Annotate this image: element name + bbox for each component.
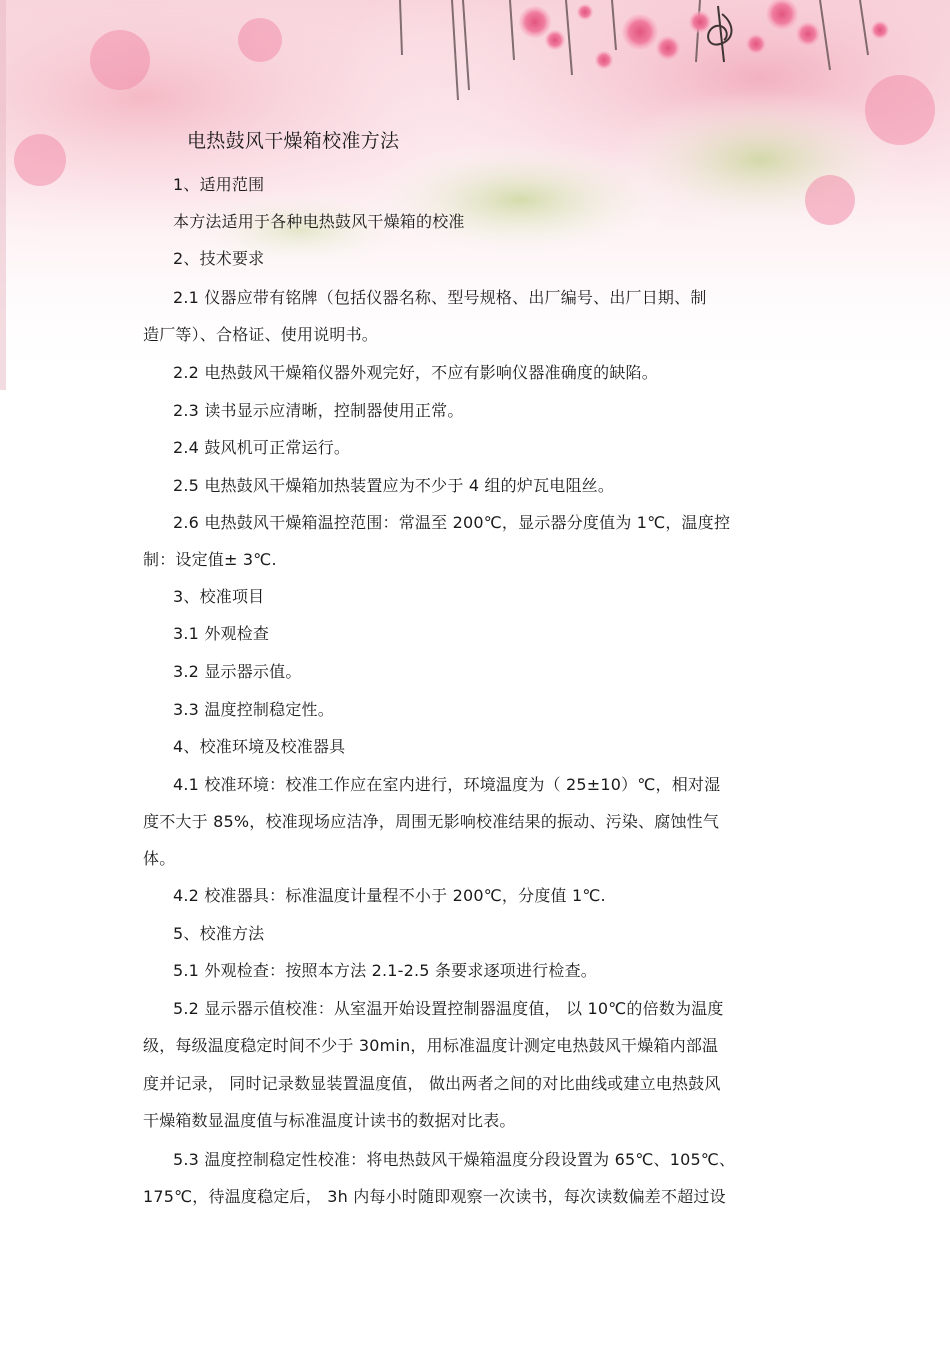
paragraph-line: 度不大于 85%，校准现场应洁净，周围无影响校准结果的振动、污染、腐蚀性气 [143, 812, 720, 831]
section-heading: 4、校准环境及校准器具 [173, 737, 346, 756]
paragraph-line: 5.1 外观检查：按照本方法 2.1-2.5 条要求逐项进行检查。 [173, 961, 597, 980]
paragraph-line: 度并记录， 同时记录数显装置温度值， 做出两者之间的对比曲线或建立电热鼓风 [143, 1074, 721, 1093]
paragraph-line: 制：设定值± 3℃. [143, 550, 277, 569]
paragraph-line: 体。 [143, 849, 176, 868]
paragraph-line: 本方法适用于各种电热鼓风干燥箱的校准 [173, 212, 465, 231]
paragraph-line: 175℃，待温度稳定后， 3h 内每小时随即观察一次读书，每次读数偏差不超过设 [143, 1187, 726, 1206]
paragraph-line: 2.1 仪器应带有铭牌（包括仪器名称、型号规格、出厂编号、出厂日期、制 [173, 288, 707, 307]
page-title: 电热鼓风干燥箱校准方法 [187, 130, 400, 152]
paragraph-line: 干燥箱数显温度值与标准温度计读书的数据对比表。 [143, 1111, 516, 1130]
paragraph-line: 5.2 显示器示值校准：从室温开始设置控制器温度值， 以 10℃的倍数为温度 [173, 999, 724, 1018]
paragraph-line: 2.3 读书显示应清晰，控制器使用正常。 [173, 401, 464, 420]
paragraph-line: 2.5 电热鼓风干燥箱加热装置应为不少于 4 组的炉瓦电阻丝。 [173, 476, 615, 495]
paragraph-line: 4.2 校准器具：标准温度计量程不小于 200℃，分度值 1℃. [173, 886, 606, 905]
paragraph-line: 3.3 温度控制稳定性。 [173, 700, 334, 719]
paragraph-line: 2.6 电热鼓风干燥箱温控范围：常温至 200℃，显示器分度值为 1℃，温度控 [173, 513, 731, 532]
section-heading: 2、技术要求 [173, 249, 265, 268]
paragraph-line: 2.4 鼓风机可正常运行。 [173, 438, 351, 457]
paragraph-line: 造厂等）、合格证、使用说明书。 [143, 325, 379, 344]
paragraph-line: 2.2 电热鼓风干燥箱仪器外观完好，不应有影响仪器准确度的缺陷。 [173, 363, 658, 382]
section-heading: 1、适用范围 [173, 175, 265, 194]
section-heading: 5、校准方法 [173, 924, 265, 943]
paragraph-line: 3.2 显示器示值。 [173, 662, 302, 681]
paragraph-line: 3.1 外观检查 [173, 624, 270, 643]
section-heading: 3、校准项目 [173, 587, 265, 606]
paragraph-line: 5.3 温度控制稳定性校准：将电热鼓风干燥箱温度分段设置为 65℃、105℃、 [173, 1150, 736, 1169]
paragraph-line: 4.1 校准环境：校准工作应在室内进行，环境温度为（ 25±10）℃，相对湿 [173, 775, 721, 794]
paragraph-line: 级，每级温度稳定时间不少于 30min，用标准温度计测定电热鼓风干燥箱内部温 [143, 1036, 719, 1055]
